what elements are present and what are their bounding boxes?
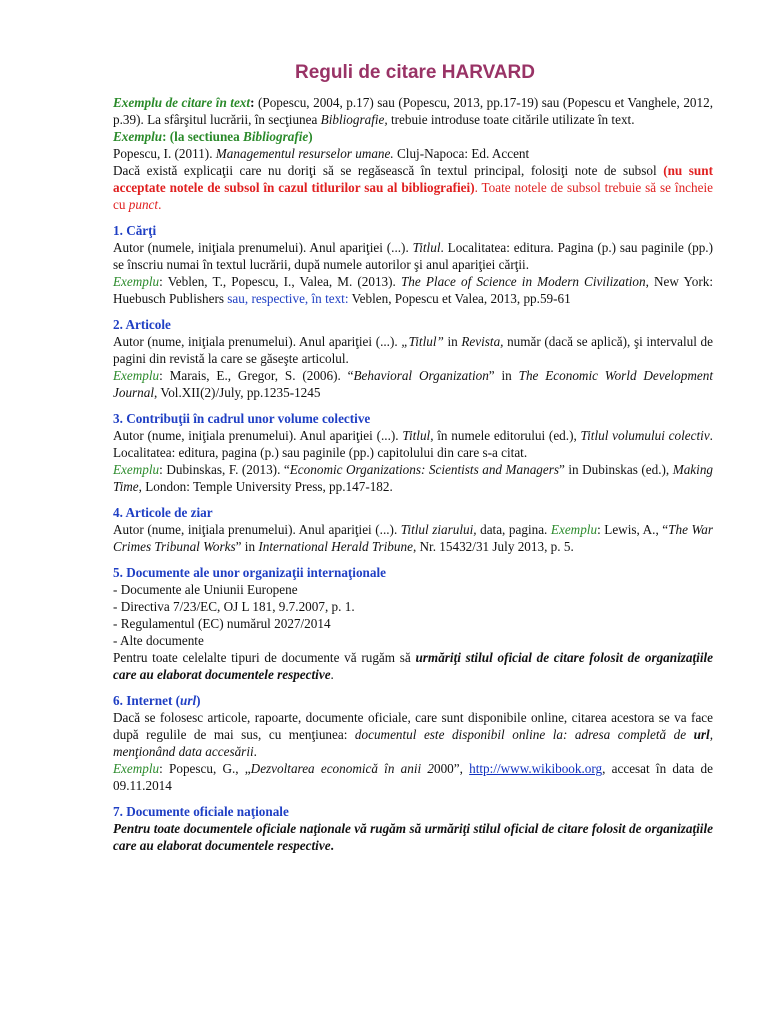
example-note: : (la sectiunea [162, 129, 244, 144]
section-rule [113, 427, 713, 461]
list-item: - Documente ale Uniunii Europene [113, 582, 298, 597]
example-in-text-note: sau, respective, în text: [227, 291, 349, 306]
example-volume: Making Time [113, 462, 714, 494]
rule-text: Pentru toate celelalte tipuri de documente vă rugăm să [113, 650, 416, 665]
rule-text-2: data, pagina. [476, 522, 551, 537]
example-label: Exemplu [113, 274, 160, 289]
rule-text-end: . [253, 744, 257, 759]
section-rule [113, 820, 713, 854]
rule-text: Autor (nume, iniţiala prenumelui). Anul apariţiei (...). [113, 522, 401, 537]
example-text-3: , Vol.XII(2)/July, pp.1235-1245 [154, 385, 321, 400]
rule-italic: „Titlul” [401, 334, 444, 349]
rule-text-end: . [330, 838, 334, 853]
section-rule [113, 521, 713, 555]
section-rule [113, 709, 713, 760]
example-note-end: ) [308, 129, 313, 144]
example-text-3: , Nr. 15432/31 July 2013, p. 5. [412, 539, 574, 554]
section-documente-nationale [113, 803, 713, 854]
section-heading: 2. Articole [113, 317, 171, 332]
example-text-2: ” in [235, 539, 259, 554]
rule-italic: documentul este disponibil online la: adresa completă de [354, 727, 694, 742]
heading-url: url [180, 693, 197, 708]
example-text: : Dubinskas, F. (2013). “ [159, 462, 290, 477]
list-item: - Alte documente [113, 633, 204, 648]
example-journal: The Economic World Development Journal [113, 368, 713, 400]
section-internet [113, 692, 713, 794]
section-example [113, 273, 713, 307]
section-heading: 7. Documente oficiale naţionale [113, 804, 289, 819]
section-rule [113, 333, 713, 367]
intro-text: (Popescu, 2004, p.17) sau (Popescu, 2013, pp.17-19) sau (Popescu et Vanghele, 2012, p.39). La sfârşitul lucrării, în secţiunea [113, 95, 713, 127]
list-item: - Regulamentul (EC) numărul 2027/2014 [113, 616, 331, 631]
rule-text: Autor (numele, iniţiala prenumelui). Anul apariţiei (...). [113, 240, 413, 255]
intro-colon: : [250, 95, 255, 110]
example-text-2: ” in [488, 368, 519, 383]
example-text: : Popescu, G., „ [159, 761, 251, 776]
section-heading: 5. Documente ale unor organizaţii internaţionale [113, 565, 387, 580]
rule-italic-2: , menţionând data accesării [113, 727, 714, 759]
rule-italic-2: Titlul volumului colectiv [580, 428, 710, 443]
example-newspaper: International Herald Tribune [258, 539, 413, 554]
section-rule [113, 649, 713, 683]
section-rule [113, 239, 713, 273]
list-item: - Directiva 7/23/EC, OJ L 181, 9.7.2007, p. 1. [113, 599, 355, 614]
entry-title: Managementul resurselor umane. [215, 146, 394, 161]
section-documente-internationale [113, 564, 713, 683]
rule-text-end: . Localitatea: editura, pagina (p.) sau paginile (pp.) capitolului din care s-a citat. [113, 428, 713, 460]
intro-bibliografie: Bibliografie, [320, 112, 388, 127]
example-title: The War Crimes Tribunal Works [113, 522, 713, 554]
rule-url: url [693, 727, 710, 742]
footnote-end: . [158, 197, 162, 212]
section-example [113, 760, 713, 794]
footnote-warning: (nu sunt acceptate notele de subsol în cazul titlurilor sau al bibliografiei) [113, 163, 713, 195]
example-label: Exemplu [550, 522, 598, 537]
footnote-rule: . Toate notele de subsol trebuie să se încheie cu [113, 180, 713, 212]
example-text-2: 000”, [433, 761, 470, 776]
footnote-paragraph [113, 162, 713, 213]
footnote-punct: punct [128, 197, 159, 212]
rule-italic: Titlul [402, 428, 431, 443]
heading-text: 6. Internet ( [113, 693, 181, 708]
page-title: Reguli de citare HARVARD [294, 62, 535, 83]
example-title: Dezvoltarea economică în anii 2 [250, 761, 434, 776]
bibliography-example-entry [113, 145, 713, 162]
example-text-2: ” in Dubinskas (ed.), [559, 462, 673, 477]
rule-text-2: , în numele editorului (ed.), [430, 428, 581, 443]
footnote-text: Dacă există explicaţii care nu doriţi să se regăsească în textul principal, folosiţi note de subsol [113, 163, 664, 178]
bibliography-example-heading [113, 128, 713, 145]
rule-italic: Titlul [412, 240, 441, 255]
example-link[interactable]: http://www.wikibook.org [469, 761, 603, 776]
rule-text: Dacă se folosesc articole, rapoarte, documente oficiale, care sunt disponibile online, citarea acestora se va face după regulile de mai sus, cu menţiunea: [113, 710, 713, 742]
example-text: : Lewis, A., “ [597, 522, 669, 537]
intro-text-end: trebuie introduse toate citările utilizate în text. [387, 112, 635, 127]
example-label: Exemplu [113, 368, 160, 383]
example-text-3: , London: Temple University Press, pp.147-182. [138, 479, 393, 494]
heading-text-end: ) [196, 693, 201, 708]
entry-author: Popescu, I. (2011). [113, 146, 216, 161]
rule-text-end: . [330, 667, 334, 682]
section-carti [113, 222, 713, 307]
rule-emphasis: Pentru toate documentele oficiale naţionale vă rugăm să urmăriţi stilul oficial de citare folosit de organizaţiile care au elaborat documentele respective [113, 821, 713, 853]
rule-text-2: in [443, 334, 462, 349]
example-title: The Place of Science in Modern Civilization [400, 274, 646, 289]
example-title: Behavioral Organization [353, 368, 489, 383]
section-heading: 4. Articole de ziar [113, 505, 213, 520]
entry-publisher: Cluj-Napoca: Ed. Accent [393, 146, 530, 161]
example-label: Exemplu [113, 462, 160, 477]
intro-label: Exemplu de citare în text [113, 95, 251, 110]
section-heading [113, 692, 713, 709]
example-text-3: , accesat în data de 09.11.2014 [113, 761, 714, 793]
example-title: Economic Organizations: Scientists and Managers [289, 462, 560, 477]
intro-paragraph [113, 94, 713, 128]
example-label: Exemplu [113, 129, 163, 144]
document-body [113, 94, 713, 854]
rule-text-end: . Localitatea: editura. Pagina (p.) sau paginile (pp.) se înscriu numai în textul lucrării, după numele autorilor şi anul apariţiei cărţii. [113, 240, 713, 272]
example-note-italic: Bibliografie [243, 129, 309, 144]
section-heading: 1. Cărţi [113, 223, 157, 238]
example-label: Exemplu [113, 761, 160, 776]
section-articole-ziar [113, 504, 713, 555]
section-contributii [113, 410, 713, 495]
rule-emphasis: urmăriţi stilul oficial de citare folosit de organizaţiile care au elaborat documentele respective [113, 650, 713, 682]
rule-italic: Titlul ziarului, [400, 522, 477, 537]
example-text-2: , New York: Huebusch Publishers [113, 274, 713, 306]
section-example [113, 461, 713, 495]
example-text-3: Veblen, Popescu et Valea, 2013, pp.59-61 [348, 291, 571, 306]
example-text: : Veblen, T., Popescu, I., Valea, M. (2013). [159, 274, 401, 289]
rule-italic-2: Revista, [461, 334, 504, 349]
section-example [113, 367, 713, 401]
section-heading: 3. Contribuţii în cadrul unor volume colective [113, 411, 371, 426]
rule-text-end: număr (dacă se aplică), şi intervalul de pagini din revistă la care se găseşte articolul. [113, 334, 713, 366]
example-text: : Marais, E., Gregor, S. (2006). “ [159, 368, 354, 383]
rule-text: Autor (nume, iniţiala prenumelui). Anul apariţiei (...). [113, 428, 403, 443]
section-articole [113, 316, 713, 401]
rule-text: Autor (nume, iniţiala prenumelui). Anul apariţiei (...). [113, 334, 402, 349]
